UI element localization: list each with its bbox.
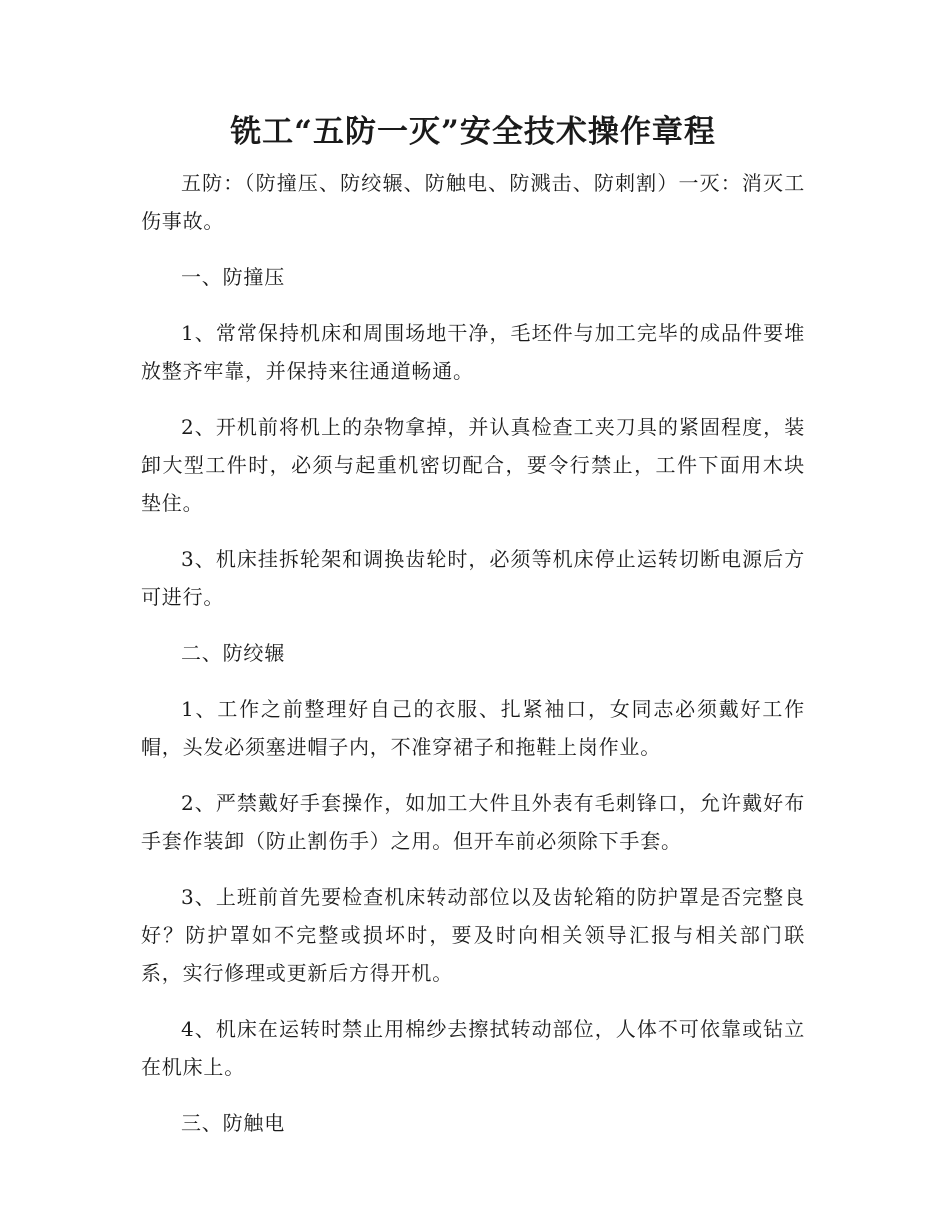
document-page	[141, 110, 805, 1160]
section-heading-anti-crush: 一、防撞压	[181, 265, 285, 289]
section-2-item-1: 1、工作之前整理好自己的衣服、扎紧袖口，女同志必须戴好工作帽，头发必须塞进帽子内，不准穿裙子和拖鞋上岗作业。	[141, 697, 805, 759]
section-heading-anti-entangle: 二、防绞辗	[181, 641, 285, 665]
document-title: 铣工“五防一灭”安全技术操作章程	[230, 114, 716, 150]
section-1-item-3: 3、机床挂拆轮架和调换齿轮时，必须等机床停止运转切断电源后方可进行。	[141, 547, 805, 609]
section-2-item-3: 3、上班前首先要检查机床转动部位以及齿轮箱的防护罩是否完整良好？防护罩如不完整或损坏时，要及时向相关领导汇报与相关部门联系，实行修理或更新后方得开机。	[141, 885, 805, 985]
section-1-item-2: 2、开机前将机上的杂物拿掉，并认真检查工夹刀具的紧固程度，装卸大型工件时，必须与起重机密切配合，要令行禁止，工件下面用木块垫住。	[141, 415, 805, 515]
section-heading-anti-electric-shock: 三、防触电	[181, 1111, 285, 1135]
section-1-item-1: 1、常常保持机床和周围场地干净，毛坯件与加工完毕的成品件要堆放整齐牢靠，并保持来往通道畅通。	[141, 321, 805, 383]
section-2-item-4: 4、机床在运转时禁止用棉纱去擦拭转动部位，人体不可依靠或钻立在机床上。	[141, 1017, 805, 1079]
section-2-item-2: 2、严禁戴好手套操作，如加工大件且外表有毛刺锋口，允许戴好布手套作装卸（防止割伤手）之用。但开车前必须除下手套。	[141, 791, 805, 853]
intro-paragraph: 五防：（防撞压、防绞辗、防触电、防溅击、防刺割）一灭：消灭工伤事故。	[141, 171, 805, 233]
